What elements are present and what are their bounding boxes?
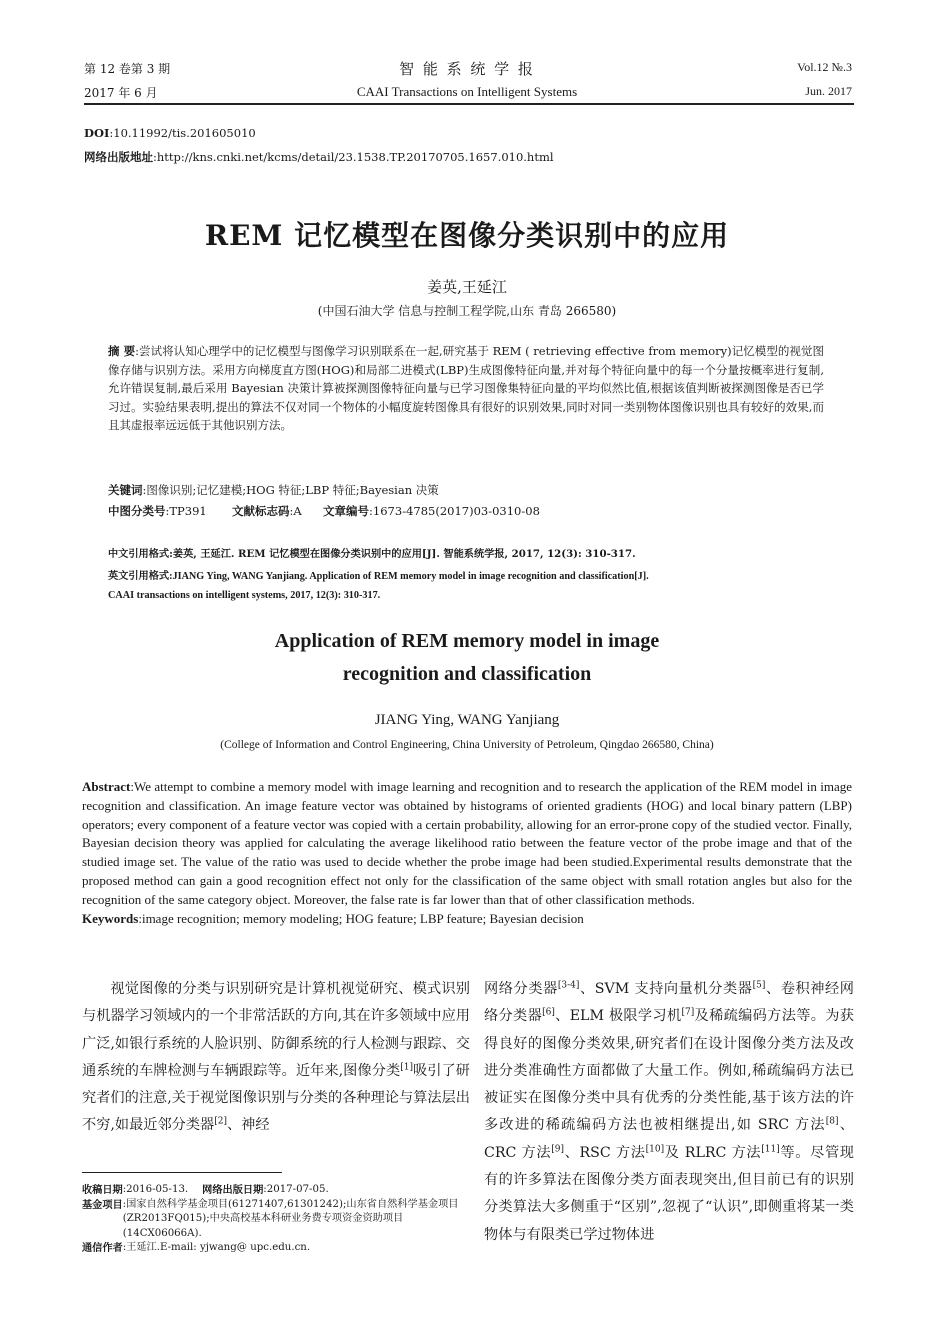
authors-zh: 姜英,王延江	[427, 278, 507, 296]
intro-paragraph-1-cont	[484, 976, 854, 1249]
received-label: 收稿日期	[82, 1184, 123, 1196]
body-left-column	[82, 976, 470, 1140]
volume-issue: 第 12 卷第 3 期	[84, 62, 171, 76]
intro-text-8: 及稀疏编码方法等。为获得良好的图像分类效果,研究者们在设计图像分类方法及改进分类准确性方面都做了大量工作。例如,稀疏编码方法已被证实在图像分类中具有优秀的分类性能,基于该方法的许多改进的稀疏编码方法也被相继提出,如 SRC 方法	[484, 1008, 854, 1134]
ref-5[interactable]: [5]	[752, 980, 766, 991]
keywords-zh	[108, 481, 824, 500]
citation-en-text-1: :JIANG Ying, WANG Yanjiang. Application of REM memory model in image recognition and classification[J].	[169, 571, 649, 582]
doi-label: DOI	[84, 126, 110, 140]
footnote-rule	[82, 1172, 282, 1173]
keywords-en-label: Keywords	[82, 910, 139, 926]
ref-1[interactable]: [1]	[400, 1062, 413, 1073]
intro-text-11: 及 RLRC 方法	[664, 1144, 762, 1161]
affiliation-en: (College of Information and Control Engineering, China University of Petroleum, Qingdao 266580, China)	[220, 739, 714, 751]
ref-10[interactable]: [10]	[645, 1144, 665, 1155]
intro-text-9: 、CRC 方法	[484, 1117, 854, 1161]
header-rule	[84, 103, 854, 105]
journal-name-zh: 智 能 系 统 学 报	[399, 60, 535, 78]
intro-text-7: 、ELM 极限学习机	[554, 1008, 682, 1025]
keywords-zh-label: 关键词	[108, 483, 143, 497]
fund-label: 基金项目	[82, 1198, 123, 1211]
corresponding-author	[82, 1241, 470, 1256]
title-en-line-1: Application of REM memory model in image	[274, 630, 660, 652]
ref-9[interactable]: [9]	[551, 1144, 564, 1155]
intro-text-4: 网络分类器	[484, 981, 558, 997]
ref-6[interactable]: [6]	[542, 1007, 555, 1018]
month-year-en: Jun. 2017	[805, 84, 852, 98]
abstract-en-text: :We attempt to combine a memory model with image learning and recognition and to research the application of the REM model in image recognition and classification. An image feature vector was obtained by histograms of oriented gradients (HOG) and local binary pattern (LBP) operators; every component of a feature vector was copied with a certain probability, allowing for an error-prone copy of the studied vector. Finally, Bayesian decision theory was applied for calculating the average likelihood ratio between the feature vector of the probe image and that of the studied image set. The value of the ratio was used to decide whether the probe image had been studied.Experimental results demonstrate that the proposed method can gain a good recognition effect not only for the classification of the same object with small rotation angles but also for the recognition of the same category object. Moreover, the false rate is far lower than that of other classification methods.	[82, 779, 852, 907]
citation-en-text-2: CAAI transactions on intelligent systems, 2017, 12(3): 310-317.	[108, 589, 381, 601]
doi-line	[84, 126, 256, 140]
abstract-en	[82, 778, 852, 928]
citation-en-label: 英文引用格式	[108, 571, 170, 582]
fund-project	[82, 1198, 470, 1242]
abstract-zh-label: 摘 要	[108, 344, 136, 358]
intro-paragraph-1	[82, 976, 470, 1140]
intro-text-10: 、RSC 方法	[564, 1144, 646, 1161]
affiliation-zh: (中国石油大学 信息与控制工程学院,山东 青岛 266580)	[317, 304, 617, 318]
intro-text-6: 、卷积神经网络分类器	[484, 981, 854, 1025]
fund-value: :国家自然科学基金项目(61271407,61301242);山东省自然科学基金项目(ZR2013FQ015);中央高校基本科研业务费专项资金资助项目(14CX06066A).	[122, 1198, 459, 1239]
online-url-label: 网络出版地址	[84, 150, 153, 164]
ref-2[interactable]: [2]	[214, 1116, 227, 1127]
classification-line	[108, 502, 824, 521]
corresponding-label: 通信作者	[82, 1242, 123, 1254]
intro-text-2: 吸引了研究者们的注意,关于视觉图像识别与分类的各种理论与算法层出不穷,如最近邻分类器	[82, 1062, 470, 1134]
intro-text-3: 、神经	[226, 1117, 270, 1134]
online-url-line	[84, 149, 554, 165]
clc-value: :TP391	[165, 504, 207, 518]
article-no-label: 文章编号	[323, 504, 370, 518]
title-zh: REM 记忆模型在图像分类识别中的应用	[204, 219, 730, 252]
abstract-zh	[108, 342, 824, 435]
authors-en: JIANG Ying, WANG Yanjiang	[374, 712, 560, 728]
keywords-en-text: :image recognition; memory modeling; HOG feature; LBP feature; Bayesian decision	[138, 910, 584, 926]
journal-name-en: CAAI Transactions on Intelligent Systems	[356, 84, 578, 99]
abstract-en-label: Abstract	[82, 779, 131, 794]
keywords-zh-text: :图像识别;记忆建模;HOG 特征;LBP 特征;Bayesian 决策	[142, 483, 439, 497]
publication-date: 2017 年 6 月	[84, 86, 158, 100]
ref-11[interactable]: [11]	[761, 1144, 780, 1155]
citation-en	[108, 568, 848, 605]
doc-code-label: 文献标志码	[232, 504, 290, 518]
title-en-line-2: recognition and classification	[342, 663, 592, 685]
footnotes	[82, 1183, 470, 1256]
online-date-value: :2017-07-05.	[263, 1184, 329, 1195]
online-url-value[interactable]: :http://kns.cnki.net/kcms/detail/23.1538.TP.20170705.1657.010.html	[153, 150, 554, 164]
body-right-column	[484, 976, 854, 1249]
online-date-label: 网络出版日期	[202, 1184, 264, 1196]
intro-text-1: 视觉图像的分类与识别研究是计算机视觉研究、模式识别与机器学习领域内的一个非常活跃的方向,其在许多领域中应用广泛,如银行系统的人脸识别、防御系统的行人检测与跟踪、交通系统的车牌检测与车辆跟踪等。近年来,图像分类	[82, 981, 470, 1079]
ref-8[interactable]: [8]	[825, 1116, 839, 1127]
vol-no-en: Vol.12 №.3	[797, 60, 852, 74]
intro-text-12: 等。尽管现有的许多算法在图像分类方面表现突出,但目前已有的识别分类算法大多侧重于“区别”,忽视了“认识”,即侧重将某一类物体与有限类已学过物体进	[484, 1144, 854, 1243]
doi-value[interactable]: :10.11992/tis.201605010	[109, 126, 256, 140]
clc-label: 中图分类号	[108, 504, 166, 518]
ref-7[interactable]: [7]	[681, 1007, 695, 1018]
doc-code-value: :A	[289, 504, 302, 518]
ref-3-4[interactable]: [3-4]	[557, 980, 580, 991]
received-date	[82, 1183, 470, 1198]
received-value: :2016-05-13.	[122, 1184, 189, 1195]
citation-zh	[108, 545, 848, 564]
citation-zh-label: 中文引用格式	[108, 548, 170, 560]
article-no-value: :1673-4785(2017)03-0310-08	[369, 504, 540, 518]
corresponding-value: :王延江.E-mail: yjwang@ upc.edu.cn.	[122, 1242, 311, 1253]
abstract-zh-text: :尝试将认知心理学中的记忆模型与图像学习识别联系在一起,研究基于 REM ( retrieving effective from memory)记忆模型的视觉图像存储与识别方法。采用方向梯度直方图(HOG)和局部二进模式(LBP)生成图像特征向量,并对每个特征向量中的每一个分量按概率进行复制,允许错误复制,最后采用 Bayesian 决策计算被探测图像特征向量与已学习图像集特征向量的平均似然比值,根据该值判断被探测图像是否已学习过。实验结果表明,提出的算法不仅对同一个物体的小幅度旋转图像具有很好的识别效果,同时对同一类别物体图像识别也具有较好的效果,而且其虚报率远远低于其他识别方法。	[108, 344, 824, 433]
intro-text-5: 、SVM 支持向量机分类器	[579, 981, 753, 997]
citation-zh-text: :姜英, 王延江. REM 记忆模型在图像分类识别中的应用[J]. 智能系统学报, 2017, 12(3): 310-317.	[169, 548, 636, 560]
